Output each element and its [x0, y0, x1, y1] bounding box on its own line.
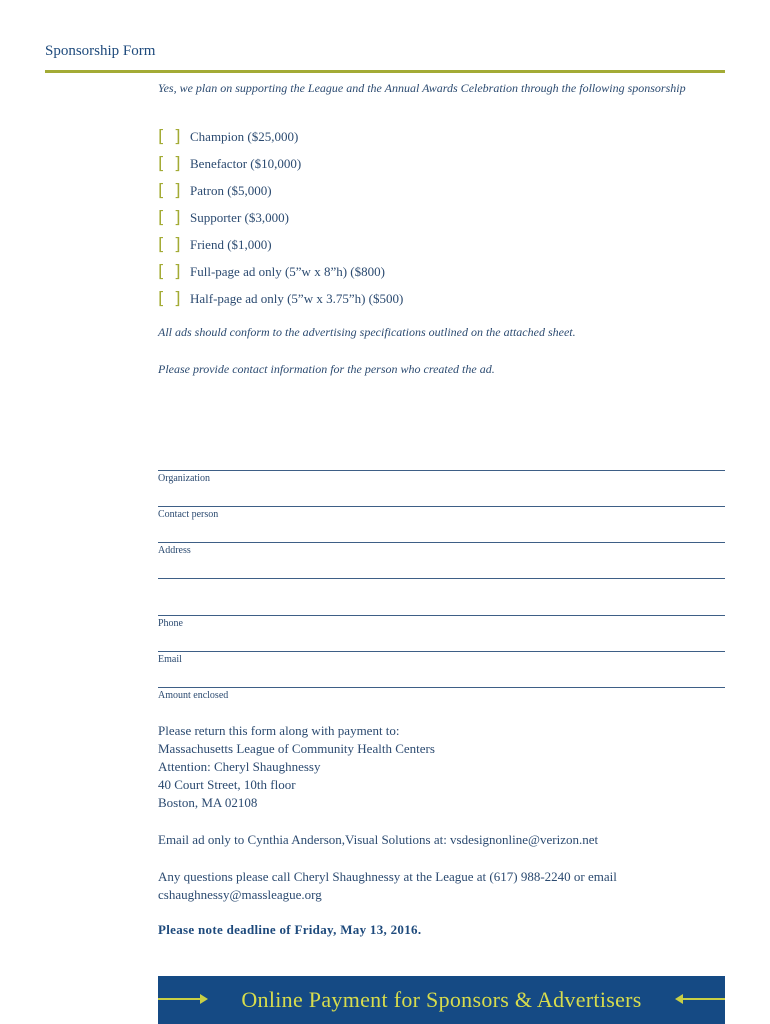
checkbox-bracket[interactable]: [ ] [158, 207, 183, 228]
option-label: Supporter ($3,000) [190, 209, 289, 225]
email-label: Email [158, 654, 182, 665]
form-title: Sponsorship Form [45, 43, 156, 59]
address-field-line-2[interactable] [158, 578, 725, 579]
amount-enclosed-field[interactable] [158, 687, 725, 688]
option-label: Full-page ad only (5”w x 8”h) ($800) [190, 263, 385, 279]
return-line: 40 Court Street, 10th floor [158, 777, 296, 792]
return-address-block [158, 722, 435, 812]
contact-person-field[interactable] [158, 506, 725, 507]
return-line: Please return this form along with payment to: [158, 723, 400, 738]
contact-person-label: Contact person [158, 509, 219, 520]
deadline-text: Please note deadline of Friday, May 13, 2016. [158, 922, 422, 937]
email-field[interactable] [158, 651, 725, 652]
address-field[interactable] [158, 542, 725, 543]
organization-label: Organization [158, 473, 211, 484]
option-label: Half-page ad only (5”w x 3.75”h) ($500) [190, 290, 404, 306]
phone-field[interactable] [158, 615, 725, 616]
checkbox-bracket[interactable]: [ ] [158, 153, 183, 174]
option-full-page-ad[interactable] [158, 258, 403, 285]
return-line: Boston, MA 02108 [158, 795, 258, 810]
option-label: Champion ($25,000) [190, 128, 299, 144]
return-line: Massachusetts League of Community Health Centers [158, 741, 435, 756]
option-half-page-ad[interactable] [158, 285, 403, 312]
title-rule [45, 70, 725, 73]
amount-enclosed-label: Amount enclosed [158, 690, 229, 701]
checkbox-bracket[interactable]: [ ] [158, 180, 183, 201]
questions-text: Any questions please call Cheryl Shaughnessy at the League at (617) 988-2240 or email cshaughnessy@massleague.org [158, 869, 617, 902]
email-ad-text: Email ad only to Cynthia Anderson,Visual Solutions at: vsdesignonline@verizon.net [158, 832, 599, 847]
option-benefactor[interactable] [158, 150, 403, 177]
checkbox-bracket[interactable]: [ ] [158, 126, 183, 147]
checkbox-bracket[interactable]: [ ] [158, 261, 183, 282]
option-label: Patron ($5,000) [190, 182, 272, 198]
online-payment-banner[interactable] [158, 976, 725, 1024]
option-friend[interactable] [158, 231, 403, 258]
checkbox-bracket[interactable]: [ ] [158, 288, 183, 309]
organization-field[interactable] [158, 470, 725, 471]
contact-note: Please provide contact information for the person who created the ad. [158, 362, 495, 376]
address-label: Address [158, 545, 191, 556]
checkbox-bracket[interactable]: [ ] [158, 234, 183, 255]
return-line: Attention: Cheryl Shaughnessy [158, 759, 321, 774]
option-supporter[interactable] [158, 204, 403, 231]
ad-specs-note: All ads should conform to the advertising specifications outlined on the attached sheet. [158, 325, 576, 339]
arrow-right-icon [158, 998, 202, 1000]
phone-label: Phone [158, 618, 183, 629]
option-label: Benefactor ($10,000) [190, 155, 302, 171]
banner-text: Online Payment for Sponsors & Advertisers [241, 987, 642, 1012]
sponsorship-options [158, 123, 403, 312]
option-patron[interactable] [158, 177, 403, 204]
arrow-left-icon [681, 998, 725, 1000]
option-champion[interactable] [158, 123, 403, 150]
intro-text: Yes, we plan on supporting the League and the Annual Awards Celebration through the following sponsorship [158, 81, 686, 95]
option-label: Friend ($1,000) [190, 236, 272, 252]
